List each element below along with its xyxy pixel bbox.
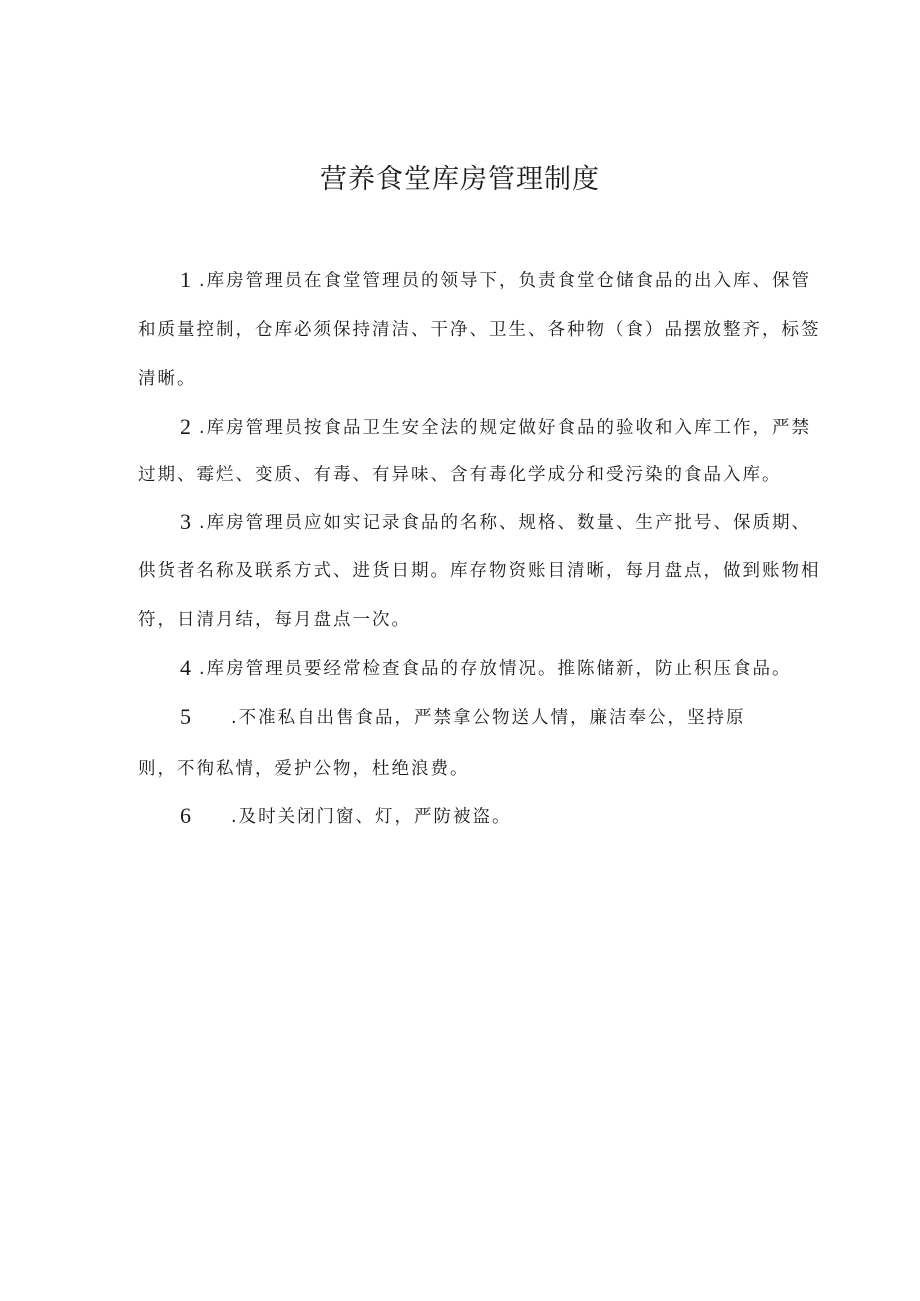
document-title: 营养食堂库房管理制度 bbox=[320, 164, 600, 195]
item-5-line-2: 则，不徇私情，爱护公物，杜绝浪费。 bbox=[138, 759, 470, 779]
item-text: .库房管理员按食品卫生安全法的规定做好食品的验收和入库工作，严禁 bbox=[199, 418, 812, 438]
item-4-line-1 bbox=[180, 654, 792, 683]
item-3-line-2: 供货者名称及联系方式、进货日期。库存物资账目清晰，每月盘点，做到账物相 bbox=[138, 561, 821, 581]
item-2-line-1 bbox=[180, 413, 811, 442]
item-text: .不准私自出售食品，严禁拿公物送人情，廉洁奉公，坚持原 bbox=[231, 708, 746, 728]
item-text: .及时关闭门窗、灯，严防被盗。 bbox=[231, 807, 512, 827]
item-number: 5 bbox=[180, 704, 191, 729]
item-3-line-1 bbox=[180, 508, 811, 537]
item-number: 1 bbox=[180, 267, 191, 292]
item-1-line-2: 和质量控制，仓库必须保持清洁、干净、卫生、各种物（食）品摆放整齐，标签 bbox=[138, 320, 821, 340]
item-6-line-1 bbox=[180, 802, 512, 831]
item-text: .库房管理员应如实记录食品的名称、规格、数量、生产批号、保质期、 bbox=[199, 513, 812, 533]
item-number: 2 bbox=[180, 414, 191, 439]
item-3-line-3: 符，日清月结，每月盘点一次。 bbox=[138, 610, 411, 630]
item-text: .库房管理员在食堂管理员的领导下，负责食堂仓储食品的出入库、保管 bbox=[199, 271, 812, 291]
item-number: 3 bbox=[180, 509, 191, 534]
item-1-line-1 bbox=[180, 266, 811, 295]
item-number: 4 bbox=[180, 655, 191, 680]
item-text: .库房管理员要经常检查食品的存放情况。推陈储新，防止积压食品。 bbox=[199, 659, 792, 679]
item-number: 6 bbox=[180, 803, 191, 828]
item-2-line-2: 过期、霉烂、变质、有毒、有异味、含有毒化学成分和受污染的食品入库。 bbox=[138, 465, 782, 485]
item-5-line-1 bbox=[180, 703, 746, 732]
item-1-line-3: 清晰。 bbox=[138, 369, 197, 389]
